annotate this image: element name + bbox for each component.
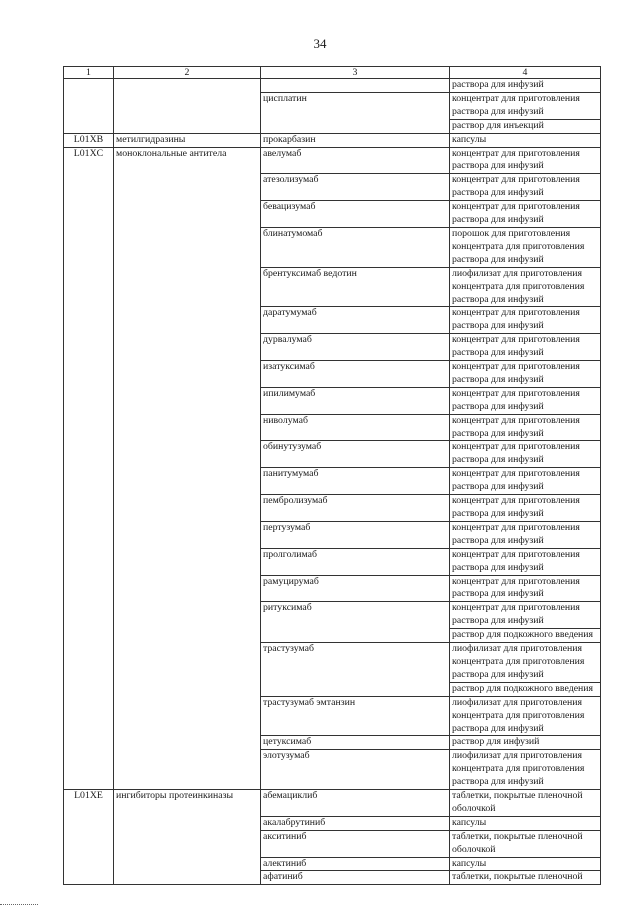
dosage-form-line: концентрат для приготовления [452,201,580,213]
drug-name-cell: блинатумомаб [261,227,450,267]
dosage-form-line: раствора для инфузий [452,668,544,680]
dosage-form-cell [450,750,601,790]
drug-name-cell: акситиниб [261,830,450,857]
dosage-form-line: капсулы [452,816,487,828]
drug-name-cell: афатиниб [261,871,450,885]
dosage-form-text [452,750,600,789]
drug-name-cell: акалабрутиниб [261,816,450,830]
dosage-form-cell [450,575,601,602]
dosage-form-line: раствора для инфузий [452,561,544,573]
dosage-form-line: концентрат для приготовления [452,441,580,453]
column-header-4: 4 [450,67,601,79]
dosage-form-cell [450,441,601,468]
dosage-form-line: раствора для инфузий [452,427,544,439]
scan-artifact-line [0,904,38,905]
dosage-form-line: раствора для инфузий [452,105,544,117]
dosage-form-line: концентрата для приготовления [452,763,585,775]
dosage-form-cell [450,816,601,830]
dosage-form-cell [450,495,601,522]
dosage-form-line: раствора для инфузий [452,160,544,172]
dosage-form-line: концентрат для приготовления [452,147,580,159]
dosage-form-cell [450,92,601,119]
drug-name-cell: изатуксимаб [261,361,450,388]
dosage-form-text [452,831,600,857]
dosage-form-text [452,736,600,749]
dosage-form-text [452,629,600,642]
drug-name-cell: трастузумаб эмтанзин [261,696,450,736]
dosage-form-line: концентрат для приготовления [452,92,580,104]
dosage-form-line: таблетки, покрытые пленочной [452,871,583,883]
dosage-form-text [452,790,600,816]
drug-name-cell: пролголимаб [261,548,450,575]
drug-name-cell: атезолизумаб [261,174,450,201]
dosage-form-line: порошок для приготовления [452,227,571,239]
drug-name-cell: ниволумаб [261,414,450,441]
dosage-form-text [452,871,600,884]
dosage-form-line: оболочкой [452,802,496,814]
dosage-form-text [452,415,600,441]
dosage-form-cell [450,736,601,750]
drug-name-cell: ритуксимаб [261,602,450,643]
dosage-form-text [452,79,600,92]
drug-name-cell: дурвалумаб [261,334,450,361]
drug-name-cell [261,79,450,93]
dosage-form-cell [450,521,601,548]
dosage-form-text [452,683,600,696]
atc-code-cell: L01XE [64,790,114,885]
drug-name-cell: пертузумаб [261,521,450,548]
dosage-form-text [452,361,600,387]
dosage-form-line: раствора для инфузий [452,293,544,305]
dosage-form-cell [450,696,601,736]
drug-name-cell: панитумумаб [261,468,450,495]
column-header-1: 1 [64,67,114,79]
dosage-form-line: раствора для инфузий [452,588,544,600]
drug-name-cell: пембролизумаб [261,495,450,522]
dosage-form-text [452,643,600,682]
dosage-form-cell [450,548,601,575]
dosage-form-text [452,268,600,307]
dosage-form-cell [450,147,601,174]
dosage-form-line: раствор для подкожного введения [452,629,594,641]
atc-code-cell: L01XB [64,133,114,147]
dosage-form-line: оболочкой [452,843,496,855]
dosage-form-text [452,549,600,575]
table-row [64,133,601,147]
dosage-form-line: лиофилизат для приготовления [452,643,582,655]
dosage-form-text [452,576,600,602]
dosage-form-line: раствора для инфузий [452,400,544,412]
dosage-form-line: концентрат для приготовления [452,174,580,186]
dosage-form-text [452,120,600,133]
table-header [64,67,601,79]
drug-name-cell: брентуксимаб ведотин [261,267,450,307]
table-row [64,79,601,93]
dosage-form-text [452,148,600,174]
atc-code-cell: L01XC [64,147,114,790]
dosage-form-cell [450,267,601,307]
dosage-form-line: раствора для инфузий [452,508,544,519]
dosage-form-text [452,388,600,414]
dosage-form-cell [450,468,601,495]
dosage-form-line: концентрат для приготовления [452,521,580,533]
dosage-form-cell [450,830,601,857]
page-number: 34 [313,36,327,51]
group-name-cell [114,79,261,134]
dosage-form-line: раствор для инъекций [452,119,544,131]
dosage-form-line: раствора для инфузий [452,615,544,627]
dosage-form-line: концентрата для приготовления [452,280,585,292]
dosage-form-cell [450,857,601,871]
dosage-form-line: раствора для инфузий [452,534,544,546]
dosage-form-text [452,441,600,467]
dosage-form-cell [450,414,601,441]
drug-table [63,66,601,885]
dosage-form-line: концентрат для приготовления [452,387,580,399]
drug-name-cell: бевацизумаб [261,201,450,228]
dosage-form-line: раствора для инфузий [452,347,544,359]
dosage-form-line: таблетки, покрытые пленочной [452,830,583,842]
dosage-form-cell [450,201,601,228]
dosage-form-line: концентрат для приготовления [452,602,580,614]
dosage-form-cell [450,602,601,629]
dosage-form-cell [450,174,601,201]
dosage-form-cell [450,643,601,683]
dosage-form-text [452,174,600,200]
dosage-form-line: раствора для инфузий [452,373,544,385]
dosage-form-line: таблетки, покрытые пленочной [452,790,583,802]
dosage-form-text [452,697,600,736]
drug-name-cell: даратумумаб [261,307,450,334]
dosage-form-line: концентрат для приготовления [452,495,580,507]
dosage-form-line: концентрат для приготовления [452,468,580,480]
dosage-form-cell [450,334,601,361]
dosage-form-line: раствора для инфузий [452,187,544,199]
drug-name-cell: авелумаб [261,147,450,174]
drug-name-cell: ипилимумаб [261,387,450,414]
dosage-form-cell [450,227,601,267]
dosage-form-text [452,93,600,119]
dosage-form-text [452,468,600,494]
dosage-form-cell [450,387,601,414]
dosage-form-line: раствора для инфузий [452,481,544,493]
drug-name-cell: цисплатин [261,92,450,133]
table-row [64,790,601,817]
table-row [64,147,601,174]
dosage-form-text [452,602,600,628]
dosage-form-text [452,201,600,227]
dosage-form-line: концентрат для приготовления [452,307,580,319]
dosage-form-cell [450,871,601,885]
dosage-form-cell [450,682,601,696]
drug-name-cell: рамуцирумаб [261,575,450,602]
drug-name-cell: обинутузумаб [261,441,450,468]
dosage-form-line: лиофилизат для приготовления [452,267,582,279]
dosage-form-line: раствор для подкожного введения [452,682,594,694]
dosage-form-line: капсулы [452,857,487,869]
dosage-form-line: концентрат для приготовления [452,361,580,373]
drug-name-cell: цетуксимаб [261,736,450,750]
dosage-form-text [452,495,600,521]
dosage-form-cell [450,361,601,388]
dosage-form-cell [450,790,601,817]
dosage-form-line: раствора для инфузий [452,454,544,466]
dosage-form-line: раствора для инфузий [452,320,544,332]
group-name-cell: ингибиторы протеинкиназы [114,790,261,885]
dosage-form-text [452,334,600,360]
dosage-form-line: раствора для инфузий [452,214,544,226]
dosage-form-line: лиофилизат для приготовления [452,696,582,708]
dosage-form-line: концентрата для приготовления [452,709,585,721]
group-name-cell: метилгидразины [114,133,261,147]
dosage-form-cell [450,629,601,643]
dosage-form-text [452,228,600,267]
group-name-cell: моноклональные антитела [114,147,261,790]
column-header-2: 2 [114,67,261,79]
drug-name-cell: прокарбазин [261,133,450,147]
dosage-form-line: концентрат для приготовления [452,414,580,426]
dosage-form-line: лиофилизат для приготовления [452,750,582,762]
dosage-form-line: раствора для инфузий [452,776,544,788]
dosage-form-text [452,307,600,333]
drug-name-cell: элотузумаб [261,750,450,790]
dosage-form-text [452,817,600,830]
dosage-form-line: раствора для инфузий [452,79,544,90]
atc-code-cell [64,79,114,134]
dosage-form-cell [450,79,601,93]
dosage-form-text [452,858,600,871]
drug-name-cell: абемациклиб [261,790,450,817]
dosage-form-text [452,522,600,548]
table-body [64,79,601,885]
dosage-form-cell [450,133,601,147]
dosage-form-cell [450,307,601,334]
dosage-form-cell [450,119,601,133]
dosage-form-line: раствора для инфузий [452,722,544,734]
dosage-form-line: концентрат для приготовления [452,548,580,560]
dosage-form-text [452,134,600,147]
dosage-form-line: концентрата для приготовления [452,240,585,252]
drug-name-cell: алектиниб [261,857,450,871]
drug-name-cell: трастузумаб [261,643,450,697]
dosage-form-line: концентрат для приготовления [452,575,580,587]
column-header-3: 3 [261,67,450,79]
dosage-form-line: капсулы [452,133,487,145]
dosage-form-line: концентрат для приготовления [452,334,580,346]
dosage-form-line: раствора для инфузий [452,253,544,265]
dosage-form-line: концентрата для приготовления [452,655,585,667]
dosage-form-line: раствор для инфузий [452,736,540,748]
